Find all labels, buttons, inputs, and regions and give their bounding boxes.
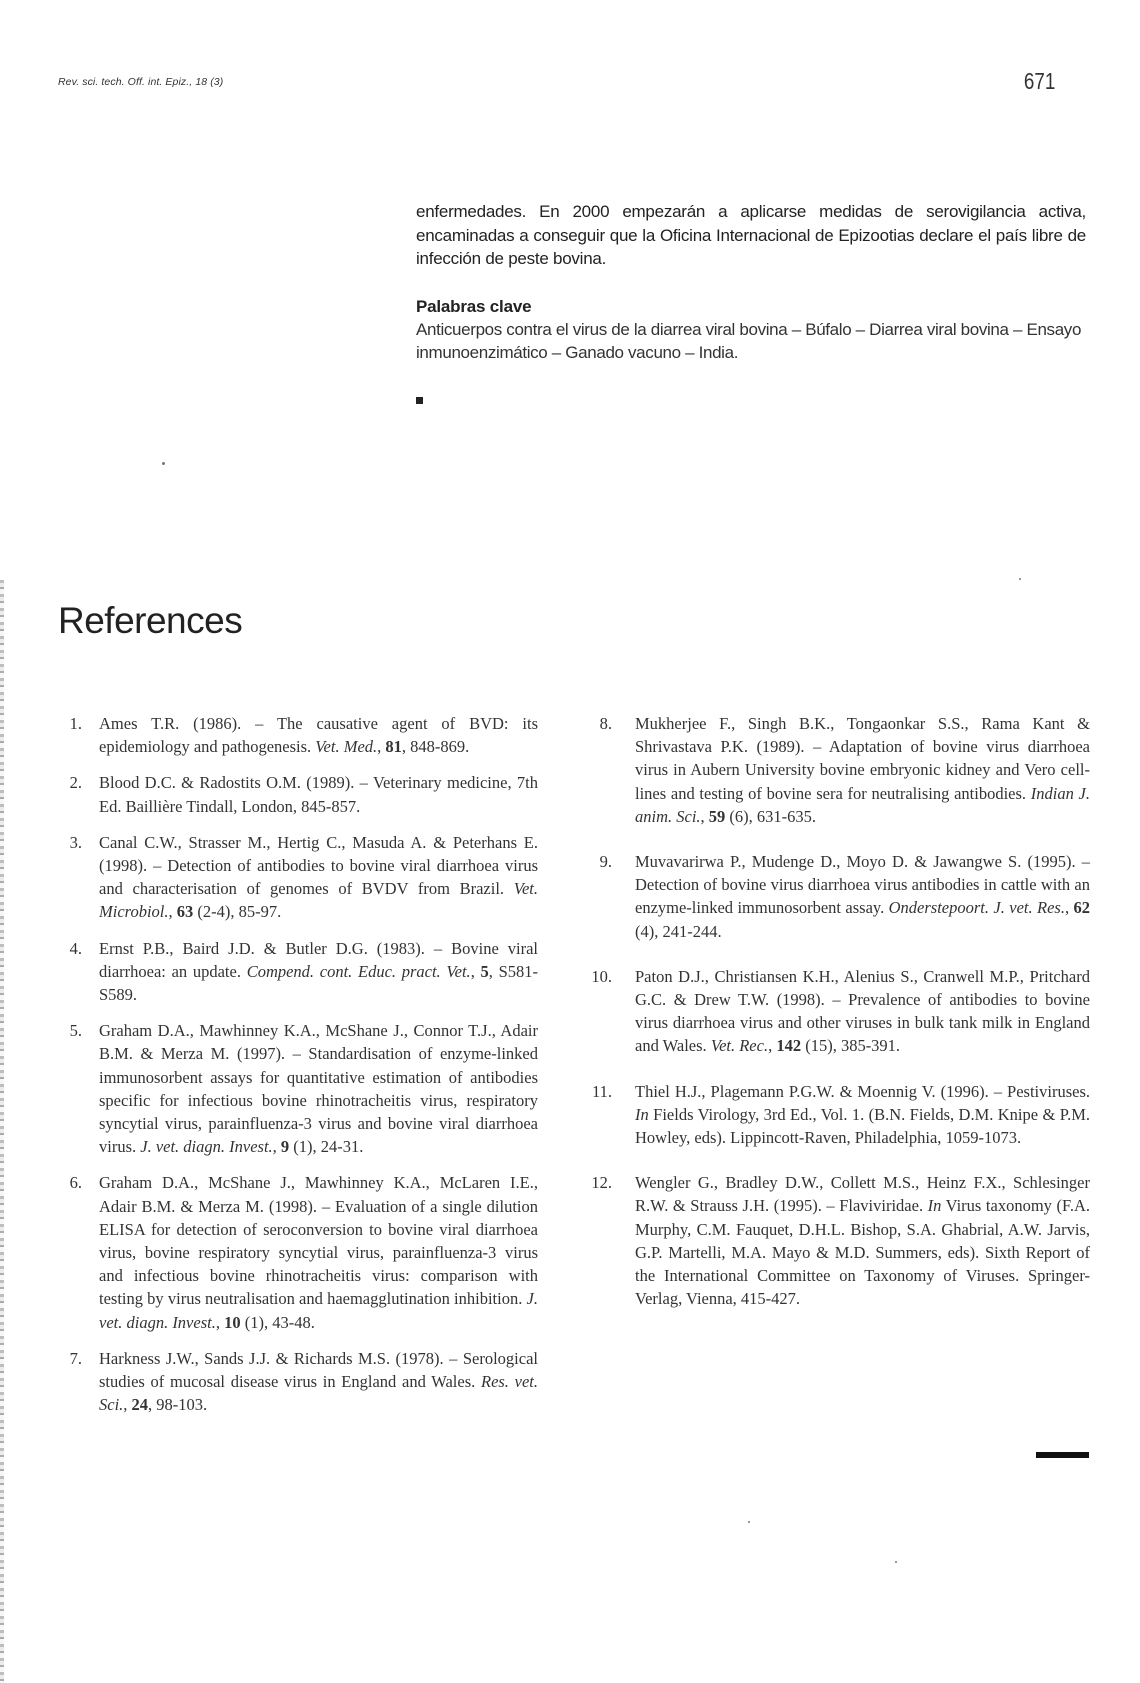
article-end-mark [1036,1452,1089,1458]
reference-fragment: (1), 43-48. [240,1312,315,1332]
reference-text [635,967,1090,1056]
scan-speck [895,1561,897,1563]
reference-number: 1. [69,714,82,733]
reference-fragment: Graham D.A., McShane J., Mawhinney K.A., McLaren I.E., Adair B.M. & Merza M. (1998). – Evaluation of a single dilution ELISA for detection of seroconversion to bovine viral diarrhoea virus, bovine respiratory syncytial virus, parainfluenza-3 virus and infectious bovine rhinotracheitis virus: comparison with testing by virus neutralisation and haemagglutination inhibition. [99,1173,538,1309]
keywords-text: Anticuerpos contra el virus de la diarrea viral bovina – Búfalo – Diarrea viral bovina – Ensayo inmunoenzimático – Ganado vacuno – India. [416,319,1082,362]
references-heading: References [58,600,243,641]
reference-number: 6. [69,1173,82,1193]
reference-volume: 62 [1073,898,1090,918]
reference-fragment: , [377,737,386,757]
reference-text [99,1173,538,1331]
reference-item [60,831,538,924]
reference-number: 11. [591,1081,612,1101]
reference-volume: 24 [131,1395,149,1415]
reference-item [60,1171,538,1333]
section-end-mark [416,397,423,404]
reference-item [60,771,538,817]
reference-fragment: Ames T.R. (1986). – The causative agent of BVD: its epidemiology and pathogenesis. [99,714,538,757]
reference-journal: Vet. Microbiol. [99,879,538,922]
reference-journal: Vet. Med. [315,737,378,757]
page-number: 671 [1023,68,1055,94]
reference-fragment: Mukherjee F., Singh B.K., Tongaonkar S.S., Rama Kant & Shrivastava P.K. (1989). – Adaptation of bovine virus diarrhoea virus in Aubern University bovine embryonic kidney and Vero cell-lines and testing of bovine sera for neutralising antibodies. [635,714,1090,803]
reference-number: 5. [69,1021,82,1041]
reference-journal: Indian J. anim. Sci. [635,783,1090,826]
reference-fragment: Muvavarirwa P., Mudenge D., Moyo D. & Jawangwe S. (1995). – Detection of bovine virus diarrhoea virus antibodies in cattle with an enzyme-linked immunosorbent assay. [635,852,1090,918]
reference-text [99,1349,538,1414]
scan-speck [162,462,165,465]
running-head: Rev. sci. tech. Off. int. Epiz., 18 (3) [58,76,224,88]
reference-fragment: Fields Virology, 3rd Ed., Vol. 1. (B.N. Fields, D.M. Knipe & P.M. Howley, eds). Lippincott-Raven, Philadelphia, 1059-1073. [635,1104,1090,1148]
reference-text [635,1082,1090,1147]
reference-volume: 142 [776,1036,802,1056]
reference-fragment: Paton D.J., Christiansen K.H., Alenius S., Cranwell M.P., Pritchard G.C. & Drew T.W. (1998). – Prevalence of antibodies to bovine virus diarrhoea virus and other viruses in bulk tank milk in England and Wales. [635,966,1090,1056]
reference-fragment: , [768,1036,777,1056]
reference-fragment: , [123,1395,132,1415]
reference-text [99,833,538,922]
reference-volume: 5 [480,961,489,981]
reference-fragment: Graham D.A., Mawhinney K.A., McShane J., Connor T.J., Adair B.M. & Merza M. (1997). – Standardisation of enzyme-linked immunosorbent assays for quantitative estimation of antibodies specific for infectious bovine rhinotracheitis virus, respiratory syncytial virus, parainfluenza-3 virus and bovine viral diarrhoea virus. [99,1021,538,1157]
reference-journal: In [927,1196,942,1216]
reference-item [585,712,1090,828]
reference-fragment: , [1064,898,1074,918]
scan-edge-artifact [0,580,4,1683]
reference-journal: In [635,1104,649,1124]
reference-fragment: (1), 24-31. [289,1137,364,1157]
reference-volume: 59 [708,806,726,826]
reference-fragment: Blood D.C. & Radostits O.M. (1989). – Veterinary medicine, 7th Ed. Baillière Tindall, London, 845-857. [99,773,538,816]
reference-text [99,773,538,815]
reference-number: 4. [69,938,82,958]
reference-number: 7. [69,1348,82,1368]
reference-journal: Vet. Rec. [710,1036,769,1056]
reference-fragment: , 848-869. [401,737,470,757]
reference-item [60,937,538,1007]
reference-text [635,1173,1090,1308]
reference-journal: J. vet. diagn. Invest. [140,1137,273,1157]
reference-fragment: (4), 241-244. [635,921,722,941]
reference-number: 12. [591,1173,612,1193]
reference-fragment: , [272,1137,281,1157]
reference-number: 8. [599,714,612,733]
reference-fragment: Ernst P.B., Baird J.D. & Butler D.G. (1983). – Bovine viral diarrhoea: an update. [99,938,538,981]
reference-journal: Compend. cont. Educ. pract. Vet. [246,961,471,981]
reference-item [585,850,1090,943]
reference-item [585,965,1090,1058]
scan-speck [748,1521,750,1523]
reference-text [99,939,538,1004]
reference-text [99,1021,538,1156]
reference-fragment: , 98-103. [148,1395,208,1415]
reference-fragment: Wengler G., Bradley D.W., Collett M.S., Heinz F.X., Schlesinger R.W. & Strauss J.H. (1995). – Flaviviridae. [635,1173,1090,1216]
reference-number: 2. [69,773,82,793]
reference-fragment: (2-4), 85-97. [193,902,282,922]
reference-number: 3. [69,832,82,852]
reference-text [99,714,538,756]
reference-volume: 9 [280,1137,290,1157]
keywords-heading: Palabras clave [416,296,532,316]
reference-text [635,714,1090,826]
reference-fragment: , S581-S589. [99,961,539,1005]
reference-volume: 81 [385,737,402,757]
scan-speck [1019,578,1021,580]
reference-fragment: Harkness J.W., Sands J.J. & Richards M.S. (1978). – Serological studies of mucosal disease virus in England and Wales. [99,1348,538,1392]
reference-journal: Onderstepoort. J. vet. Res. [888,898,1065,918]
reference-item [60,712,538,758]
reference-volume: 10 [224,1312,241,1332]
abstract-continuation [416,200,1086,364]
reference-fragment: , [470,961,481,981]
reference-journal: J. vet. diagn. Invest. [99,1289,538,1332]
references-right-column [585,712,1090,1332]
reference-fragment: , [700,806,709,826]
reference-number: 9. [599,852,612,872]
reference-fragment: (6), 631-635. [725,806,817,826]
reference-fragment: Canal C.W., Strasser M., Hertig C., Masuda A. & Peterhans E. (1998). – Detection of antibodies to bovine viral diarrhoea virus and characterisation of genomes of BVDV from Brazil. [99,832,538,899]
reference-text [635,852,1090,941]
abstract-text: enfermedades. En 2000 empezarán a aplicarse medidas de serovigilancia activa, encaminadas a conseguir que la Oficina Internacional de Epizootias declare el país libre de infección de peste bovina. [416,202,1086,268]
reference-fragment: Virus taxonomy (F.A. Murphy, C.M. Fauquet, D.H.L. Bishop, S.A. Ghabrial, A.W. Jarvis, G.P. Martelli, M.A. Mayo & M.D. Summers, eds). Sixth Report of the International Committee on Taxonomy of Viruses. Springer-Verlag, Vienna, 415-427. [635,1196,1090,1309]
reference-item [585,1080,1090,1150]
reference-fragment: , [215,1312,225,1332]
reference-number: 10. [591,966,612,986]
reference-journal: Res. vet. Sci. [99,1372,538,1415]
reference-volume: 63 [176,902,194,922]
reference-fragment: (15), 385-391. [801,1036,901,1056]
references-left-column [60,712,538,1429]
reference-item [60,1019,538,1158]
reference-item [60,1347,538,1417]
reference-item [585,1171,1090,1310]
reference-fragment: , [168,902,177,922]
reference-fragment: Thiel H.J., Plagemann P.G.W. & Moennig V. (1996). – Pestiviruses. [635,1081,1090,1101]
